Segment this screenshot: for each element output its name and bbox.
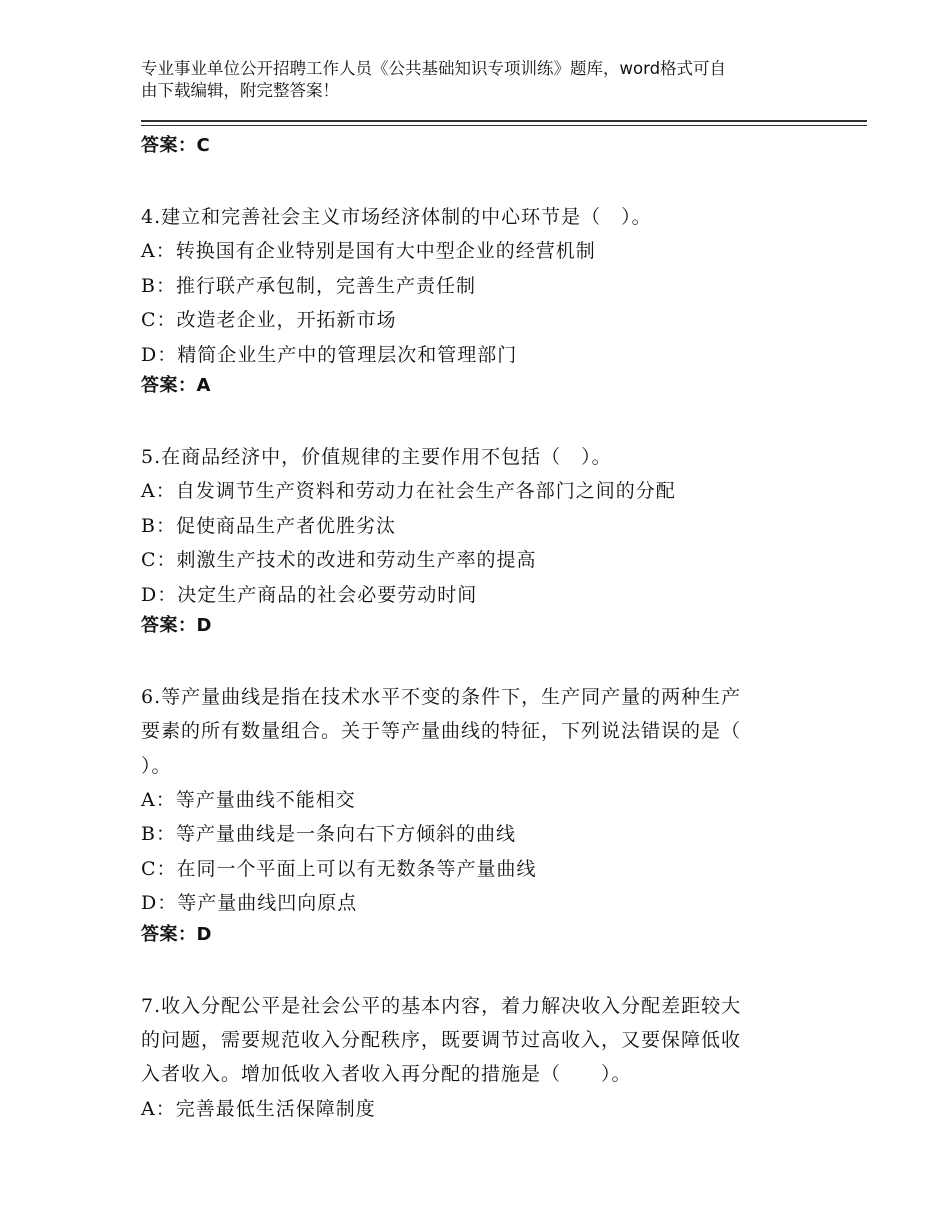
- header-line-1: 专业事业单位公开招聘工作人员《公共基础知识专项训练》题库，word格式可自: [141, 59, 727, 78]
- option-c: C：刺激生产技术的改进和劳动生产率的提高: [141, 549, 537, 572]
- question-text: 要素的所有数量组合。关于等产量曲线的特征，下列说法错误的是（: [141, 720, 742, 743]
- option-a: A：完善最低生活保障制度: [141, 1097, 376, 1120]
- option-d: D：等产量曲线凹向原点: [141, 892, 358, 915]
- option-a: A：自发调节生产资料和劳动力在社会生产各部门之间的分配: [141, 480, 676, 503]
- header-rule-thick: [141, 120, 867, 122]
- question-5: [141, 440, 801, 640]
- question-6: [141, 680, 801, 949]
- page-header: [141, 58, 811, 102]
- answer-line: 答案：D: [141, 614, 212, 636]
- question-text: 7.收入分配公平是社会公平的基本内容，着力解决收入分配差距较大: [141, 994, 742, 1017]
- question-7: [141, 989, 801, 1127]
- option-c: C：在同一个平面上可以有无数条等产量曲线: [141, 857, 537, 880]
- header-rule-thin: [141, 125, 867, 126]
- option-a: A：转换国有企业特别是国有大中型企业的经营机制: [141, 240, 596, 263]
- question-text: 6.等产量曲线是指在技术水平不变的条件下，生产同产量的两种生产: [141, 685, 742, 708]
- answer-line: 答案：A: [141, 374, 211, 396]
- option-b: B：促使商品生产者优胜劣汰: [141, 514, 396, 537]
- question-text: ）。: [141, 754, 172, 777]
- question-content: [141, 130, 801, 1126]
- question-text: 5.在商品经济中，价值规律的主要作用不包括（ ）。: [141, 445, 612, 468]
- answer-line: 答案：C: [141, 135, 211, 156]
- option-c: C：改造老企业，开拓新市场: [141, 309, 397, 332]
- question-4: [141, 200, 801, 400]
- option-b: B：等产量曲线是一条向右下方倾斜的曲线: [141, 823, 516, 846]
- option-b: B：推行联产承包制，完善生产责任制: [141, 274, 476, 297]
- question-text: 入者收入。增加低收入者收入再分配的措施是（ ）。: [141, 1063, 632, 1086]
- option-a: A：等产量曲线不能相交: [141, 789, 356, 812]
- question-text: 4.建立和完善社会主义市场经济体制的中心环节是（ ）。: [141, 206, 652, 228]
- answer-line: 答案：D: [141, 923, 212, 945]
- option-d: D：决定生产商品的社会必要劳动时间: [141, 583, 478, 606]
- option-d: D：精简企业生产中的管理层次和管理部门: [141, 343, 518, 366]
- header-line-2: 由下载编辑，附完整答案！: [141, 81, 339, 100]
- question-text: 的问题，需要规范收入分配秩序，既要调节过高收入，又要保障低收: [141, 1029, 742, 1052]
